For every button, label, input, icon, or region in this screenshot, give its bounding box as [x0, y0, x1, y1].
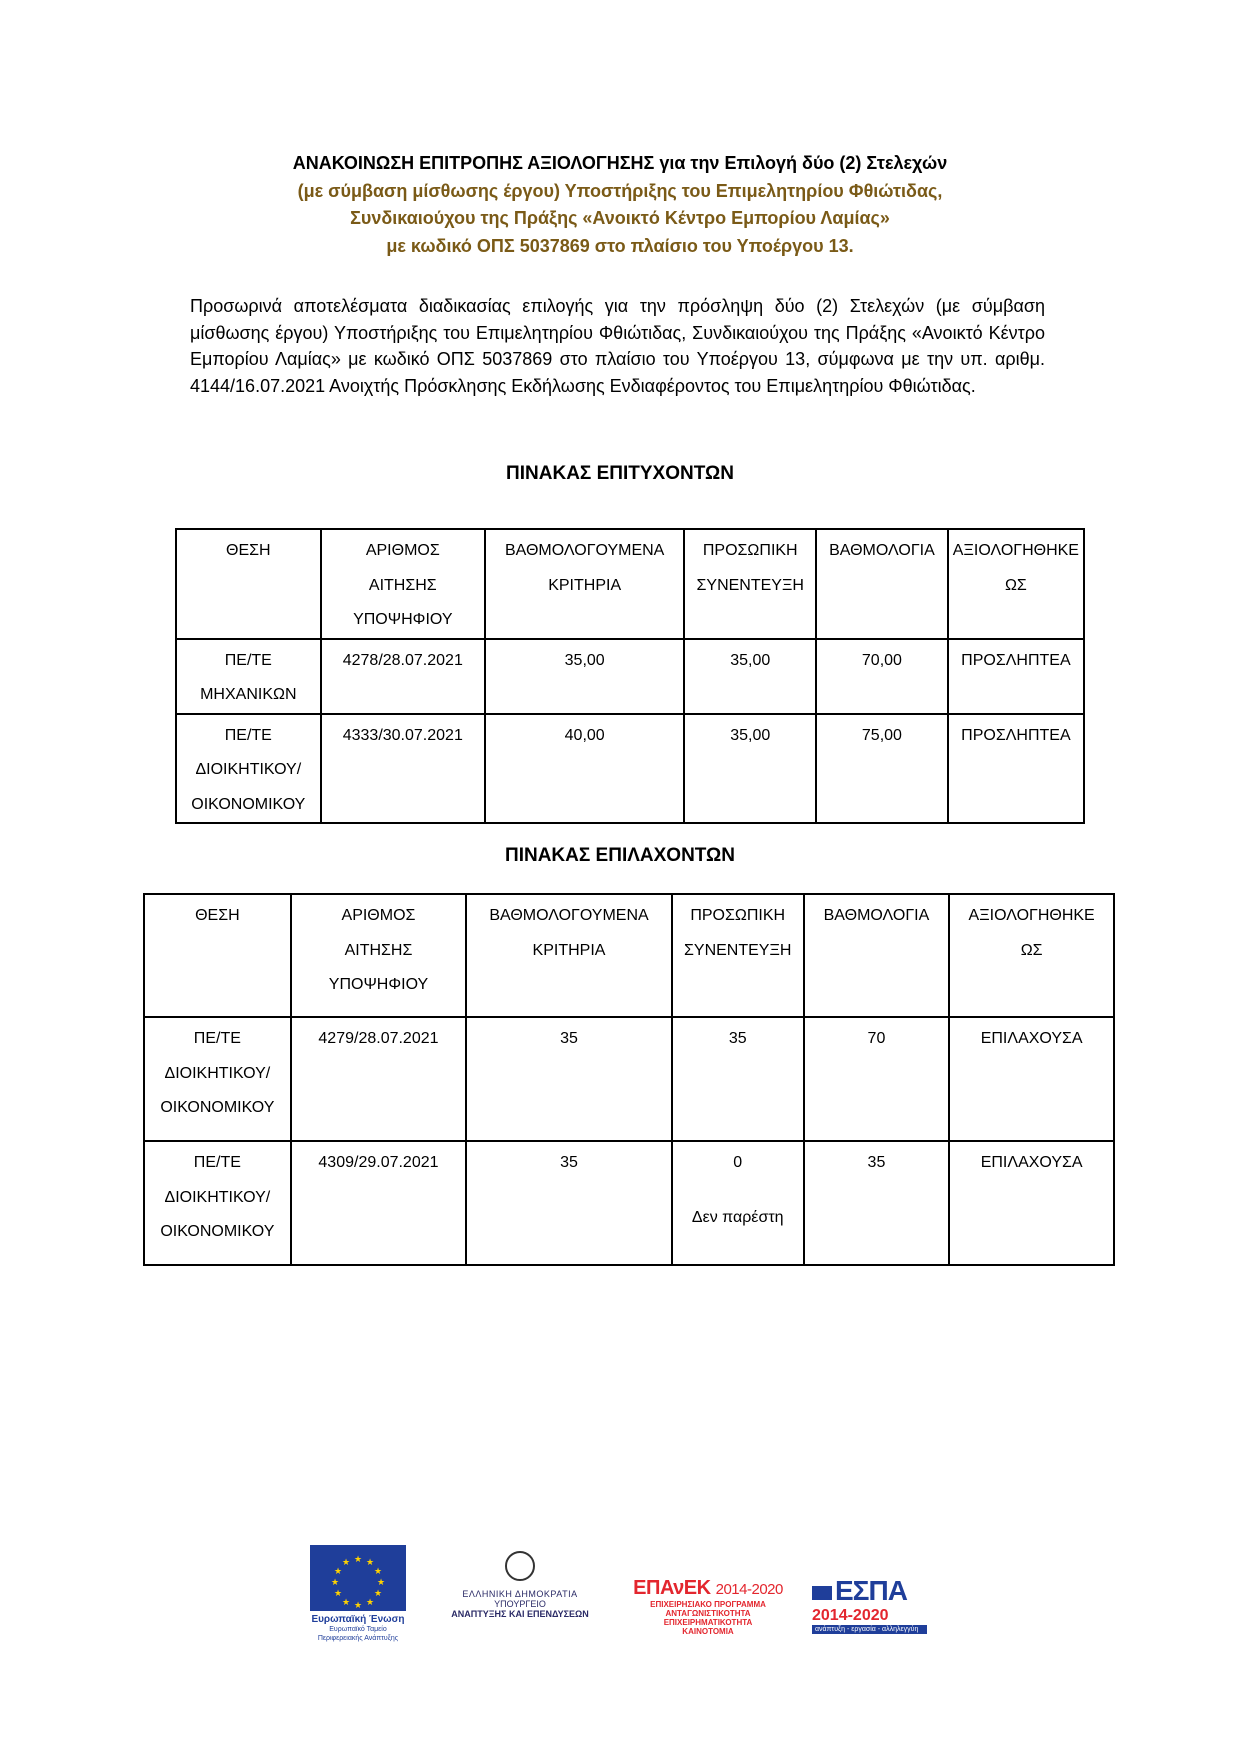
runners-up-table — [143, 893, 1115, 1266]
header-application-number: ΑΡΙΘΜΟΣ ΑΙΤΗΣΗΣ ΥΠΟΨΗΦΙΟΥ — [321, 529, 485, 639]
table-row — [176, 639, 1084, 714]
header-score: ΒΑΘΜΟΛΟΓΙΑ — [804, 894, 950, 1017]
epanek-line-1: ΕΠΙΧΕΙΡΗΣΙΑΚΟ ΠΡΟΓΡΑΜΜΑ — [650, 1600, 766, 1609]
runners-up-table-title: ΠΙΝΑΚΑΣ ΕΠΙΛΑΧΟΝΤΩΝ — [504, 845, 736, 866]
epanek-name: ΕΠΑνΕΚ — [633, 1577, 711, 1599]
cell-interview: 35,00 — [684, 639, 816, 714]
epanek-line-2: ΑΝΤΑΓΩΝΙΣΤΙΚΟΤΗΤΑ — [665, 1609, 751, 1618]
header-interview: ΠΡΟΣΩΠΙΚΗ ΣΥΝΕΝΤΕΥΞΗ — [684, 529, 816, 639]
eu-name: Ευρωπαϊκή Ένωση — [311, 1614, 405, 1625]
cell-score: 75,00 — [816, 714, 948, 824]
espa-heading — [812, 1575, 927, 1607]
cell-result: ΕΠΙΛΑΧΟΥΣΑ — [949, 1017, 1114, 1141]
cell-result: ΠΡΟΣΛΗΠΤΕΑ — [948, 714, 1084, 824]
intro-paragraph: Προσωρινά αποτελέσματα διαδικασίας επιλογής για την πρόσληψη δύο (2) Στελεχών (με σύμβαση μίσθωσης έργου) Υποστήριξης του Επιμελητηρίου Φθιώτιδας, Συνδικαιούχου της Πράξης «Ανοικτό Κέντρο Εμπορίου Λαμίας» με κωδικό ΟΠΣ 5037869 στο πλαίσιο του Υποέργου 13, σύμφωνα με την υπ. αριθμ. 4144/16.07.2021 Ανοιχτής Πρόσκλησης Εκδήλωσης Ενδιαφέροντος του Επιμελητηρίου Φθιώτιδας. — [190, 296, 1045, 396]
cell-application: 4278/28.07.2021 — [321, 639, 485, 714]
successful-candidates-table — [175, 528, 1085, 824]
cell-criteria: 35 — [466, 1141, 672, 1265]
table-row — [144, 1017, 1114, 1141]
cell-interview: 35,00 — [684, 714, 816, 824]
cell-application: 4333/30.07.2021 — [321, 714, 485, 824]
header-criteria: ΒΑΘΜΟΛΟΓΟΥΜΕΝΑ ΚΡΙΤΗΡΙΑ — [466, 894, 672, 1017]
header-evaluated-as: ΑΞΙΟΛΟΓΗΘΗΚΕ ΩΣ — [949, 894, 1114, 1017]
successful-table-title: ΠΙΝΑΚΑΣ ΕΠΙΤΥΧΟΝΤΩΝ — [506, 463, 734, 484]
cell-application: 4309/29.07.2021 — [291, 1141, 466, 1265]
epanek-line-4: ΚΑΙΝΟΤΟΜΙΑ — [682, 1627, 734, 1636]
cell-criteria: 35,00 — [485, 639, 684, 714]
header-score: ΒΑΘΜΟΛΟΓΙΑ — [816, 529, 948, 639]
title-line-1: ΑΝΑΚΟΙΝΩΣΗ ΕΠΙΤΡΟΠΗΣ ΑΞΙΟΛΟΓΗΣΗΣ για την Επιλογή δύο (2) Στελεχών — [292, 153, 948, 173]
cell-score: 70 — [804, 1017, 950, 1141]
espa-stripes-icon — [812, 1586, 832, 1600]
cell-score: 70,00 — [816, 639, 948, 714]
eu-fund-line-1: Ευρωπαϊκό Ταμείο — [329, 1626, 387, 1633]
header-position: ΘΕΣΗ — [176, 529, 321, 639]
greek-seal-icon — [505, 1551, 535, 1581]
header-application-number: ΑΡΙΘΜΟΣ ΑΙΤΗΣΗΣ ΥΠΟΨΗΦΙΟΥ — [291, 894, 466, 1017]
espa-logo — [812, 1575, 927, 1634]
cell-application: 4279/28.07.2021 — [291, 1017, 466, 1141]
cell-score: 35 — [804, 1141, 950, 1265]
gr-line-1: ΕΛΛΗΝΙΚΗ ΔΗΜΟΚΡΑΤΙΑ — [462, 1589, 578, 1599]
table-row — [176, 714, 1084, 824]
cell-criteria: 35 — [466, 1017, 672, 1141]
eu-flag-icon: ★ ★ ★ ★ ★ ★ ★ ★ ★ ★ ★ ★ — [310, 1545, 406, 1611]
espa-years: 2014-2020 — [812, 1607, 889, 1624]
title-line-2: (με σύμβαση μίσθωσης έργου) Υποστήριξης του Επιμελητηρίου Φθιώτιδας, — [297, 180, 943, 201]
header-criteria: ΒΑΘΜΟΛΟΓΟΥΜΕΝΑ ΚΡΙΤΗΡΙΑ — [485, 529, 684, 639]
cell-position: ΠΕ/ΤΕ ΔΙΟΙΚΗΤΙΚΟΥ/ ΟΙΚΟΝΟΜΙΚΟΥ — [144, 1017, 291, 1141]
title-line-4: με κωδικό ΟΠΣ 5037869 στο πλαίσιο του Υποέργου 13. — [386, 235, 854, 256]
epanek-line-3: ΕΠΙΧΕΙΡΗΜΑΤΙΚΟΤΗΤΑ — [663, 1618, 753, 1627]
cell-result: ΠΡΟΣΛΗΠΤΕΑ — [948, 639, 1084, 714]
header-position: ΘΕΣΗ — [144, 894, 291, 1017]
cell-interview: 35 — [672, 1017, 804, 1141]
cell-position: ΠΕ/ΤΕ ΜΗΧΑΝΙΚΩΝ — [176, 639, 321, 714]
header-evaluated-as: ΑΞΙΟΛΟΓΗΘΗΚΕ ΩΣ — [948, 529, 1084, 639]
gr-line-2: ΥΠΟΥΡΓΕΙΟ — [494, 1599, 546, 1609]
epanek-heading — [628, 1577, 788, 1600]
eu-fund-line-2: Περιφερειακής Ανάπτυξης — [317, 1635, 399, 1642]
table-header-row — [176, 529, 1084, 639]
epanek-years: 2014-2020 — [715, 1581, 783, 1598]
cell-interview: 0 Δεν παρέστη — [672, 1141, 804, 1265]
table-header-row — [144, 894, 1114, 1017]
greek-ministry-logo — [430, 1551, 610, 1619]
espa-slogan: ανάπτυξη - εργασία - αλληλεγγύη — [812, 1625, 927, 1634]
espa-name: ΕΣΠΑ — [835, 1575, 907, 1606]
eu-logo — [308, 1545, 408, 1643]
funding-logos — [0, 1545, 1240, 1655]
cell-position: ΠΕ/ΤΕ ΔΙΟΙΚΗΤΙΚΟΥ/ ΟΙΚΟΝΟΜΙΚΟΥ — [176, 714, 321, 824]
cell-position: ΠΕ/ΤΕ ΔΙΟΙΚΗΤΙΚΟΥ/ ΟΙΚΟΝΟΜΙΚΟΥ — [144, 1141, 291, 1265]
title-line-3: Συνδικαιούχου της Πράξης «Ανοικτό Κέντρο Εμπορίου Λαμίας» — [350, 208, 890, 228]
cell-criteria: 40,00 — [485, 714, 684, 824]
announcement-title — [0, 150, 1240, 260]
table-row — [144, 1141, 1114, 1265]
interview-note: Δεν παρέστη — [691, 1208, 784, 1226]
header-interview: ΠΡΟΣΩΠΙΚΗ ΣΥΝΕΝΤΕΥΞΗ — [672, 894, 804, 1017]
epanek-logo — [628, 1577, 788, 1636]
gr-line-3: ΑΝΑΠΤΥΞΗΣ ΚΑΙ ΕΠΕΝΔΥΣΕΩΝ — [451, 1609, 589, 1619]
cell-result: ΕΠΙΛΑΧΟΥΣΑ — [949, 1141, 1114, 1265]
